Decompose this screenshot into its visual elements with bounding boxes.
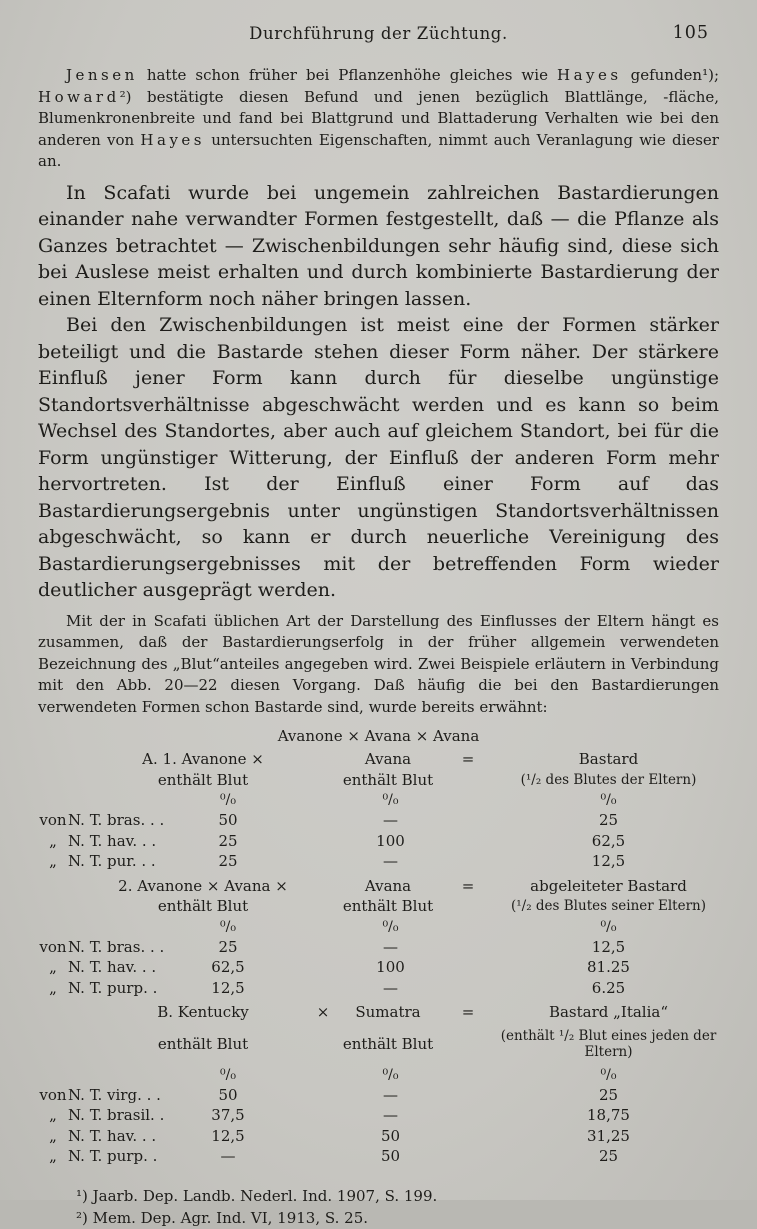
block-2-head-row bbox=[38, 876, 719, 897]
paragraph-scafati: In Scafati wurde bei ungemein zahlreichen Bastardierungen einander nahe verwandter Formen festgestellt, daß — die Pflanze als Ganzes betrachtet — Zwischenbildungen sehr häufig sind, diese sich bei Auslese meist erhalten und durch kombinierte Bastardierung der einen Elternform noch näher bringen lassen. bbox=[38, 181, 719, 310]
percent-symbol: ⁰/₀ bbox=[600, 918, 617, 935]
result-blood-note: (enthält ¹/₂ Blut eines jeden der Eltern) bbox=[500, 1027, 717, 1060]
row-prefix: „ bbox=[49, 958, 57, 976]
blood-column-header: enthält Blut bbox=[342, 897, 434, 915]
paragraph-jensen-howard: Jensen hatte schon früher bei Pflanzenhöhe gleiches wie Hayes gefunden¹); Howard²) bestätigte diesen Befund und jenen bezüglich Blattlänge, -fläche, Blumenkronenbreite und fand bei Blattgrund und Blattaderung Verhalten wie bei den anderen von Hayes untersuchten Eigenschaften, nimmt auch Veranlagung wie dieser an. bbox=[38, 66, 720, 170]
footnotes bbox=[38, 1185, 719, 1229]
blood-result-value: 31,25 bbox=[587, 1126, 630, 1145]
block-2-subhead-row bbox=[38, 896, 719, 917]
running-title: Durchführung der Züchtung. bbox=[249, 24, 508, 43]
cross-left-label: B. Kentucky bbox=[157, 1003, 249, 1021]
variety-name: N. T. bras. . . bbox=[68, 811, 165, 829]
blood-parent1-value: 12,5 bbox=[211, 978, 245, 997]
table-row bbox=[38, 810, 719, 831]
cross-result-label: abgeleiteter Bastard bbox=[530, 876, 687, 895]
blood-parent2-value: 100 bbox=[376, 958, 405, 976]
block-a1-head-row bbox=[38, 749, 719, 770]
percent-symbol: ⁰/₀ bbox=[600, 1066, 617, 1083]
equals-sign: = bbox=[461, 750, 475, 768]
blood-column-header: enthält Blut bbox=[157, 1034, 249, 1053]
blood-column-header: enthält Blut bbox=[157, 770, 249, 789]
percent-symbol: ⁰/₀ bbox=[382, 792, 399, 808]
percent-symbol: ⁰/₀ bbox=[220, 1066, 236, 1083]
footnote-1: ¹) Jaarb. Dep. Landb. Nederl. Ind. 1907, S. 199. bbox=[76, 1186, 438, 1205]
blood-parent1-value: 12,5 bbox=[211, 1126, 245, 1145]
table-row bbox=[38, 851, 719, 872]
paragraph-zwischenbildungen: Bei den Zwischenbildungen ist meist eine der Formen stärker beteiligt und die Bastarde stehen dieser Form näher. Der stärkere Einfluß jener Form kann durch für dieselbe ungünstige Standortsverhältnisse abgeschwächt werden und es kann so beim Wechsel des Standortes, aber auch auf gleichem Standort, bei für die Form ungünstiger Witterung, der Einfluß der anderen Form mehr hervortreten. Ist der Einfluß einer Form auf das Bastardierungsergebnis unter ungünstigen Standortsverhältnissen abgeschwächt, so kann er durch neuerliche Vereinigung des Bastardierungsergebnisses mit der betreffenden Form wieder deutlicher ausgeprägt werden. bbox=[38, 314, 719, 601]
cross-x-sign: × bbox=[316, 1003, 330, 1021]
paragraph-blutanteil: Mit der in Scafati üblichen Art der Darstellung des Einflusses der Eltern hängt es zusammen, daß der Bastardierungserfolg in der früher allgemein verwendeten Bezeichnung des „Blut“anteiles angegeben wird. Zwei Beispiele erläutern in Verbindung mit den Abb. 20—22 diesen Vorgang. Daß häufig die bei den Bastardierungen verwendeten Formen schon Bastarde sind, wurde bereits erwähnt: bbox=[38, 611, 719, 716]
variety-name: N. T. virg. . . bbox=[68, 1085, 161, 1104]
blood-parent2-value: — bbox=[383, 937, 398, 956]
blood-result-value: 12,5 bbox=[591, 852, 626, 870]
percent-header-row bbox=[38, 1066, 719, 1085]
blood-result-value: 25 bbox=[598, 1147, 619, 1165]
blood-result-value: 12,5 bbox=[591, 937, 626, 956]
cross-left-label: 2. Avanone × Avana × bbox=[118, 876, 288, 895]
row-prefix: von bbox=[39, 937, 67, 956]
cross-left-label: A. 1. Avanone × bbox=[142, 750, 264, 768]
variety-name: N. T. hav. . . bbox=[68, 958, 157, 976]
percent-header-row bbox=[38, 791, 719, 810]
table-row bbox=[38, 978, 719, 999]
blood-parent1-value: 25 bbox=[218, 937, 238, 956]
blood-parent2-value: — bbox=[383, 1106, 398, 1124]
table-block-b bbox=[38, 1002, 719, 1167]
blood-parent2-value: 50 bbox=[380, 1126, 401, 1145]
percent-header-row bbox=[38, 918, 719, 937]
blood-parent1-value: 50 bbox=[218, 1085, 238, 1104]
row-prefix: „ bbox=[49, 1147, 57, 1165]
blood-column-header: enthält Blut bbox=[342, 770, 434, 789]
blood-parent1-value: 25 bbox=[218, 852, 238, 870]
table-block-2 bbox=[38, 876, 719, 999]
table-row bbox=[38, 1105, 719, 1126]
result-blood-note: (¹/₂ des Blutes der Eltern) bbox=[520, 771, 697, 788]
blood-result-value: 25 bbox=[598, 811, 619, 829]
blood-parent2-value: — bbox=[383, 811, 398, 829]
row-prefix: „ bbox=[49, 852, 57, 870]
cross-result-label: Bastard bbox=[578, 750, 639, 768]
blood-result-value: 81.25 bbox=[587, 958, 630, 976]
row-prefix: von bbox=[39, 811, 67, 829]
blood-parent2-value: 50 bbox=[380, 1147, 401, 1165]
blood-result-value: 6.25 bbox=[591, 978, 626, 997]
blood-column-header: enthält Blut bbox=[157, 897, 249, 915]
blood-parent2-value: — bbox=[383, 1085, 398, 1104]
block-a1-subhead-row bbox=[38, 770, 719, 791]
blood-parent1-value: — bbox=[220, 1147, 236, 1165]
table-row bbox=[38, 937, 719, 958]
cross-mid-label: Sumatra bbox=[355, 1003, 421, 1021]
row-prefix: „ bbox=[49, 1126, 57, 1145]
block-b-head-row bbox=[38, 1002, 719, 1023]
percent-symbol: ⁰/₀ bbox=[220, 918, 236, 935]
blood-parent1-value: 25 bbox=[218, 831, 238, 850]
variety-name: N. T. purp. . bbox=[68, 978, 158, 997]
variety-name: N. T. hav. . . bbox=[68, 831, 157, 850]
equals-sign: = bbox=[461, 876, 475, 895]
result-blood-note: (¹/₂ des Blutes seiner Eltern) bbox=[510, 898, 706, 914]
percent-symbol: ⁰/₀ bbox=[600, 792, 617, 808]
blood-parent2-value: 100 bbox=[376, 831, 405, 850]
footnote-2: ²) Mem. Dep. Agr. Ind. VI, 1913, S. 25. bbox=[76, 1208, 369, 1227]
variety-name: N. T. hav. . . bbox=[68, 1126, 157, 1145]
row-prefix: „ bbox=[49, 1106, 57, 1124]
variety-name: N. T. bras. . . bbox=[68, 937, 165, 956]
percent-symbol: ⁰/₀ bbox=[220, 792, 236, 808]
table-row bbox=[38, 1126, 719, 1147]
blood-parent2-value: — bbox=[383, 852, 398, 870]
percent-symbol: ⁰/₀ bbox=[382, 918, 399, 935]
page-header bbox=[38, 24, 719, 43]
variety-name: N. T. pur. . . bbox=[68, 852, 156, 870]
cross-mid-label: Avana bbox=[364, 876, 412, 895]
variety-name: N. T. purp. . bbox=[68, 1147, 158, 1165]
equals-sign: = bbox=[461, 1003, 475, 1021]
blood-parent1-value: 62,5 bbox=[211, 958, 245, 976]
crossing-formula-heading: Avanone × Avana × Avana bbox=[277, 727, 480, 745]
cross-result-label: Bastard „Italia“ bbox=[548, 1003, 669, 1021]
page-number: 105 bbox=[672, 23, 709, 43]
percent-symbol: ⁰/₀ bbox=[382, 1066, 399, 1083]
table-row bbox=[38, 1085, 719, 1106]
table-block-a1 bbox=[38, 749, 719, 872]
variety-name: N. T. brasil. . bbox=[68, 1106, 165, 1124]
row-prefix: von bbox=[39, 1085, 67, 1104]
table-row bbox=[38, 957, 719, 978]
blood-column-header: enthält Blut bbox=[342, 1034, 434, 1053]
blood-parent2-value: — bbox=[383, 978, 398, 997]
cross-mid-label: Avana bbox=[364, 750, 412, 768]
block-b-subhead-row bbox=[38, 1028, 719, 1061]
row-prefix: „ bbox=[49, 831, 57, 850]
row-prefix: „ bbox=[49, 978, 57, 997]
table-row bbox=[38, 831, 719, 852]
table-row bbox=[38, 1146, 719, 1167]
blood-parent1-value: 50 bbox=[218, 811, 238, 829]
blood-result-value: 18,75 bbox=[587, 1106, 630, 1124]
blood-result-value: 25 bbox=[598, 1085, 619, 1104]
blood-parent1-value: 37,5 bbox=[211, 1106, 245, 1124]
blood-result-value: 62,5 bbox=[591, 831, 626, 850]
